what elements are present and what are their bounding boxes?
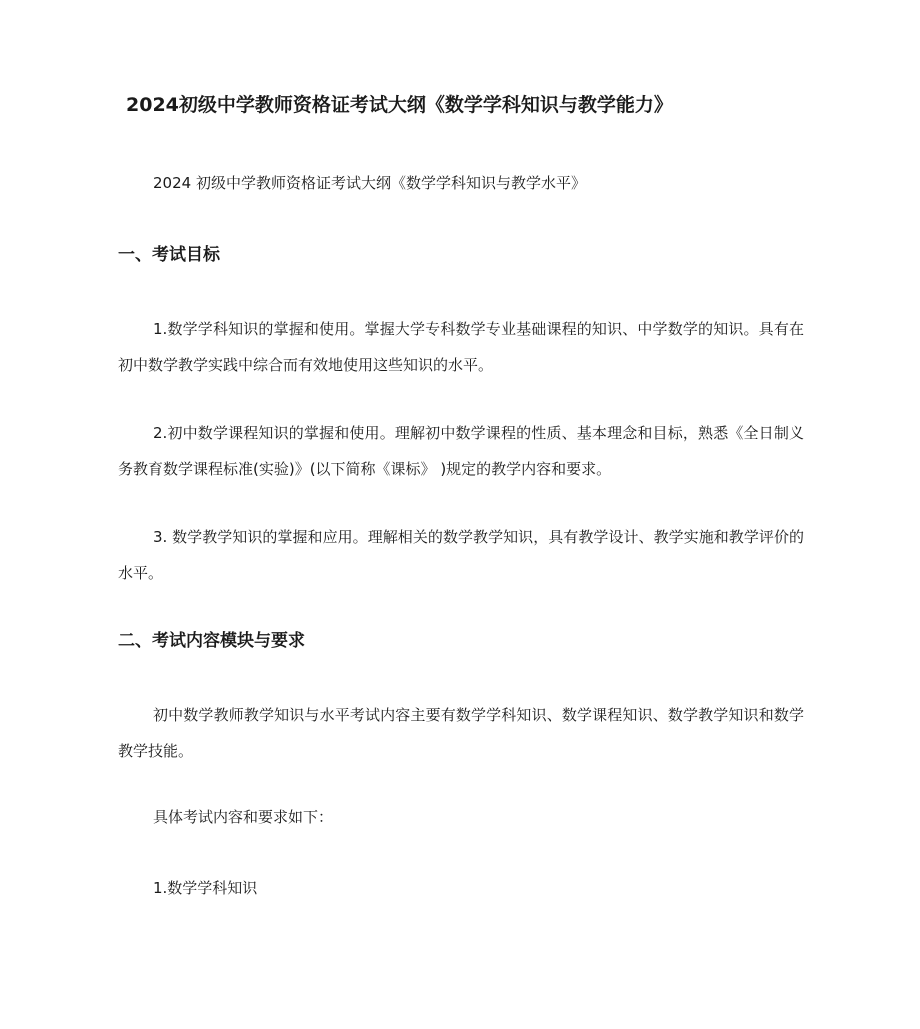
section-heading-exam-goals: 一、考试目标 (118, 245, 220, 265)
paragraph-subject-knowledge: 1.数学学科知识 (153, 879, 258, 897)
paragraph-goal-1: 1.数学学科知识的掌握和使用。掌握大学专科数学专业基础课程的知识、中学数学的知识。具有在初中数学教学实践中综合而有效地使用这些知识的水平。 (118, 320, 804, 374)
document-subtitle: 2024 初级中学教师资格证考试大纲《数学学科知识与教学水平》 (153, 174, 586, 192)
section-heading-exam-content: 二、考试内容模块与要求 (118, 631, 305, 651)
paragraph-content-intro: 初中数学教师教学知识与水平考试内容主要有数学学科知识、数学课程知识、数学教学知识和数学教学技能。 (118, 706, 804, 760)
paragraph-goal-2: 2.初中数学课程知识的掌握和使用。理解初中数学课程的性质、基本理念和目标，熟悉《全日制义务教育数学课程标准(实验)》(以下简称《课标》 )规定的教学内容和要求。 (118, 424, 804, 478)
document-title: 2024初级中学教师资格证考试大纲《数学学科知识与教学能力》 (126, 94, 673, 116)
paragraph-detail-lead: 具体考试内容和要求如下： (153, 808, 334, 826)
paragraph-goal-3: 3. 数学教学知识的掌握和应用。理解相关的数学教学知识，具有教学设计、教学实施和教学评价的水平。 (118, 528, 804, 582)
